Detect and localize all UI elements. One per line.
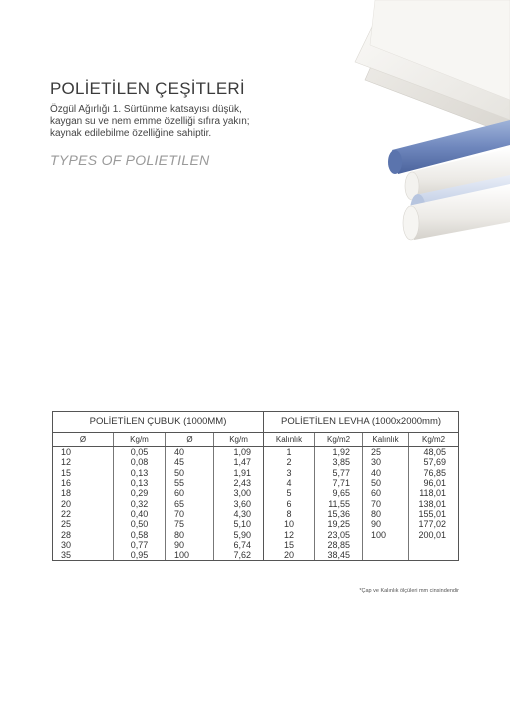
table-cell: 5,90 [214, 529, 264, 539]
table-cell: 100 [166, 550, 214, 561]
table-cell: 96,01 [409, 478, 459, 488]
table-cell: 70 [363, 498, 409, 508]
table-cell: 2,43 [214, 478, 264, 488]
table-cell: 50 [363, 478, 409, 488]
column-header: Kg/m [114, 433, 166, 447]
table-cell: 0,13 [114, 478, 166, 488]
footnote: *Çap ve Kalınlık ölçüleri mm cinsindendir [359, 588, 459, 594]
table-group-header [53, 412, 459, 433]
column-header: Kalınlık [363, 433, 409, 447]
table-cell: 30 [53, 540, 114, 550]
table-cell: 18 [53, 488, 114, 498]
table-cell: 76,85 [409, 468, 459, 478]
table-cell: 138,01 [409, 498, 459, 508]
table-cell: 40 [363, 468, 409, 478]
table-cell: 4 [264, 478, 315, 488]
table-row [53, 509, 459, 519]
table-cell: 28 [53, 529, 114, 539]
table-cell: 20 [264, 550, 315, 561]
table-cell: 90 [166, 540, 214, 550]
description-line: Özgül Ağırlığı 1. Sürtünme katsayısı düşük, [50, 104, 242, 115]
table-cell: 80 [166, 529, 214, 539]
table-cell: 5 [264, 488, 315, 498]
table-cell [363, 550, 409, 561]
table-cell: 50 [166, 468, 214, 478]
table-cell: 57,69 [409, 457, 459, 467]
table-row [53, 457, 459, 467]
rod-end [388, 150, 402, 174]
table-column-header [53, 433, 459, 447]
table-cell: 5,10 [214, 519, 264, 529]
page-title: POLİETİLEN ÇEŞİTLERİ [50, 79, 245, 98]
product-image [340, 0, 510, 250]
table-cell: 80 [363, 509, 409, 519]
table-cell: 9,65 [315, 488, 363, 498]
table-cell: 10 [53, 447, 114, 458]
table-cell: 22 [53, 509, 114, 519]
table-cell: 48,05 [409, 447, 459, 458]
column-header: Ø [166, 433, 214, 447]
table-cell: 19,25 [315, 519, 363, 529]
table-cell: 0,40 [114, 509, 166, 519]
table-cell: 30 [363, 457, 409, 467]
table-cell: 7,71 [315, 478, 363, 488]
table-cell: 60 [363, 488, 409, 498]
table-cell: 6,74 [214, 540, 264, 550]
column-header: Kg/m2 [315, 433, 363, 447]
table-cell: 177,02 [409, 519, 459, 529]
table-cell: 12 [264, 529, 315, 539]
table-cell: 0,29 [114, 488, 166, 498]
table-cell: 55 [166, 478, 214, 488]
table-row [53, 519, 459, 529]
table-row [53, 550, 459, 561]
table-cell: 15 [264, 540, 315, 550]
table-cell: 25 [53, 519, 114, 529]
description [50, 104, 290, 140]
table-cell: 200,01 [409, 529, 459, 539]
table-row [53, 540, 459, 550]
table-cell [409, 550, 459, 561]
table-cell: 65 [166, 498, 214, 508]
table-cell: 35 [53, 550, 114, 561]
column-header: Ø [53, 433, 114, 447]
table-cell: 15 [53, 468, 114, 478]
table-cell: 0,13 [114, 468, 166, 478]
table-row [53, 447, 459, 458]
page-subtitle: TYPES OF POLIETILEN [50, 152, 210, 168]
table-cell: 0,05 [114, 447, 166, 458]
table-cell [363, 540, 409, 550]
table-cell: 28,85 [315, 540, 363, 550]
price-table [52, 411, 459, 561]
table-cell: 1 [264, 447, 315, 458]
column-header: Kalınlık [264, 433, 315, 447]
table-cell: 0,77 [114, 540, 166, 550]
table-cell: 6 [264, 498, 315, 508]
column-header: Kg/m2 [409, 433, 459, 447]
table-cell: 20 [53, 498, 114, 508]
table-cell: 70 [166, 509, 214, 519]
table-cell: 16 [53, 478, 114, 488]
table-cell: 8 [264, 509, 315, 519]
table-cell: 3,60 [214, 498, 264, 508]
table-cell: 7,62 [214, 550, 264, 561]
table-cell: 45 [166, 457, 214, 467]
table-cell: 0,50 [114, 519, 166, 529]
table-cell: 10 [264, 519, 315, 529]
table-cell: 1,47 [214, 457, 264, 467]
table-cell: 38,45 [315, 550, 363, 561]
table-cell: 15,36 [315, 509, 363, 519]
table-cell: 1,09 [214, 447, 264, 458]
table-cell: 90 [363, 519, 409, 529]
table-cell: 0,58 [114, 529, 166, 539]
table-cell: 40 [166, 447, 214, 458]
table-cell: 3,00 [214, 488, 264, 498]
table-row [53, 498, 459, 508]
table-cell: 5,77 [315, 468, 363, 478]
table-cell: 1,92 [315, 447, 363, 458]
table-cell: 25 [363, 447, 409, 458]
rod-group-header: POLİETİLEN ÇUBUK (1000MM) [53, 412, 264, 433]
table-cell: 0,08 [114, 457, 166, 467]
table-cell [409, 540, 459, 550]
table-cell: 0,95 [114, 550, 166, 561]
table-cell: 3 [264, 468, 315, 478]
description-line: kaynak edilebilme özelliğine sahiptir. [50, 128, 212, 139]
table-row [53, 478, 459, 488]
table-cell: 155,01 [409, 509, 459, 519]
table-cell: 2 [264, 457, 315, 467]
rod-end [403, 206, 419, 240]
table-row [53, 488, 459, 498]
table-cell: 1,91 [214, 468, 264, 478]
table-cell: 3,85 [315, 457, 363, 467]
sheet-group-header: POLİETİLEN LEVHA (1000x2000mm) [264, 412, 459, 433]
column-header: Kg/m [214, 433, 264, 447]
description-line: kaygan su ve nem emme özelliği sıfıra yakın; [50, 116, 250, 127]
table-cell: 100 [363, 529, 409, 539]
table-cell: 0,32 [114, 498, 166, 508]
table-row [53, 529, 459, 539]
table-cell: 60 [166, 488, 214, 498]
table-cell: 11,55 [315, 498, 363, 508]
table-cell: 12 [53, 457, 114, 467]
table-cell: 118,01 [409, 488, 459, 498]
table-row [53, 468, 459, 478]
table-cell: 4,30 [214, 509, 264, 519]
table-cell: 75 [166, 519, 214, 529]
table-cell: 23,05 [315, 529, 363, 539]
